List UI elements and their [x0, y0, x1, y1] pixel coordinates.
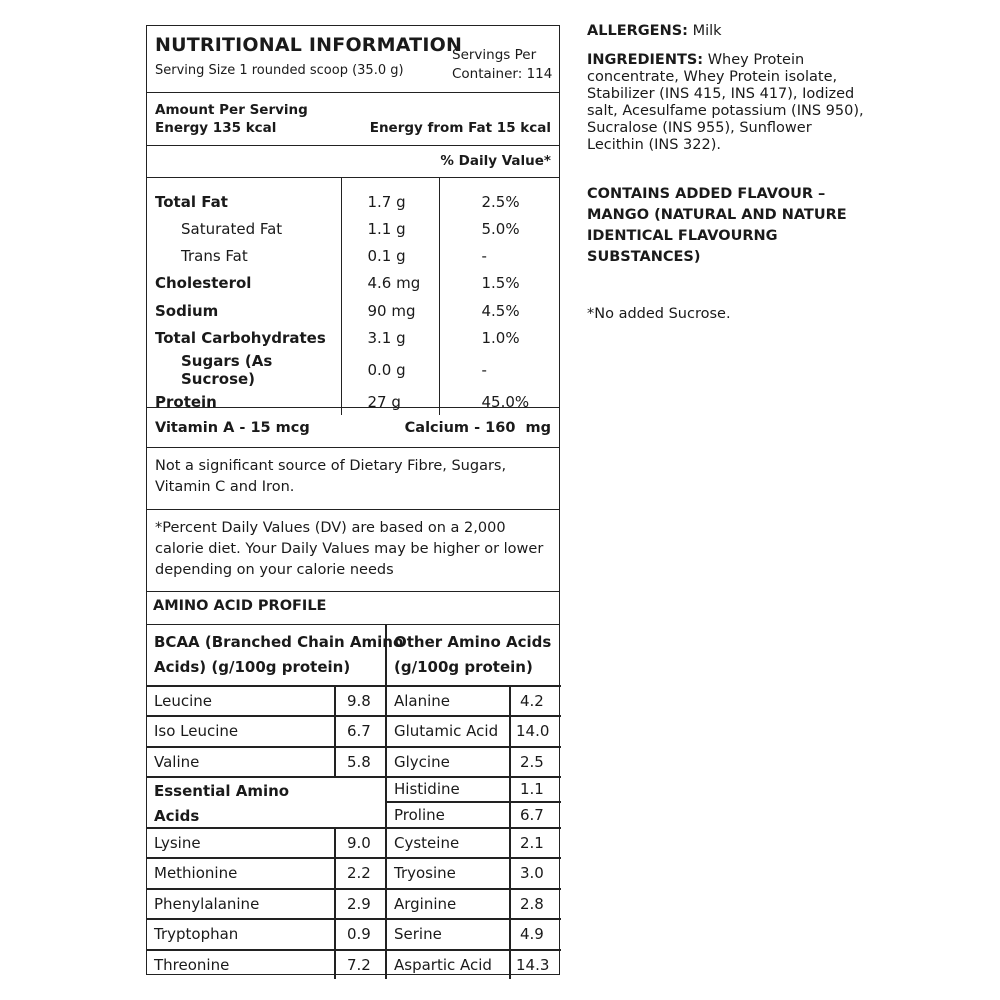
- amino-value: 4.9: [520, 925, 544, 943]
- essential-header-line2: Acids: [154, 807, 200, 825]
- nutrient-name: Saturated Fat: [147, 215, 341, 242]
- amino-name: Serine: [394, 925, 442, 943]
- nutrient-row: [147, 297, 559, 324]
- side-info: [587, 23, 867, 322]
- vitamin-a: Vitamin A - 15 mcg: [155, 419, 310, 436]
- amino-value: 2.2: [347, 864, 371, 882]
- nutrient-amount: 1.1 g: [341, 215, 439, 242]
- servings-per-line2: Container: 114: [452, 66, 553, 82]
- nutrient-row: [147, 242, 559, 269]
- nutrient-name: Trans Fat: [147, 242, 341, 269]
- amino-name: Leucine: [154, 692, 212, 710]
- serving-size: Serving Size 1 rounded scoop (35.0 g): [155, 63, 404, 78]
- nutrient-dv: 5.0%: [481, 219, 520, 238]
- amino-value: 5.8: [347, 753, 371, 771]
- other-header: [394, 630, 551, 680]
- nutrient-row: [147, 215, 559, 242]
- amino-name: Glutamic Acid: [394, 722, 499, 740]
- ingredients-value: Whey Protein concentrate, Whey Protein isolate, Stabilizer (INS 415, INS 417), Iodized salt, Acesulfame potassium (INS 950), Sucralose (INS 955), Sunflower Lecithin (INS 322).: [587, 52, 864, 153]
- amino-value: 9.8: [347, 692, 371, 710]
- amino-name: Lysine: [154, 834, 201, 852]
- nutrient-amount: 0.0 g: [341, 352, 439, 388]
- other-header-line2: (g/100g protein): [394, 658, 533, 676]
- no-sucrose-note: *No added Sucrose.: [587, 306, 731, 322]
- percent-daily-note: *Percent Daily Values (DV) are based on a 2,000 calorie diet. Your Daily Values may be higher or lower depending on your calorie needs: [147, 510, 559, 592]
- calcium: Calcium - 160 mg: [404, 419, 551, 436]
- bcaa-header-line1: BCAA (Branched Chain Amino: [154, 633, 404, 651]
- amino-value: 14.0: [516, 722, 550, 740]
- nutrition-label: [146, 25, 560, 975]
- amino-name: Tryptophan: [154, 925, 239, 943]
- nutrient-amount: 3.1 g: [341, 325, 439, 352]
- nutrient-dv: 2.5%: [481, 192, 520, 211]
- allergens-value: Milk: [687, 23, 722, 39]
- nutrient-row: [147, 178, 559, 215]
- amino-name: Iso Leucine: [154, 722, 239, 740]
- servings-per-container: [452, 46, 552, 84]
- nutrient-row: [147, 325, 559, 352]
- nutrient-dv: 1.5%: [481, 274, 520, 293]
- amino-name: Glycine: [394, 753, 450, 771]
- bcaa-header: [154, 630, 403, 680]
- amino-name: Alanine: [394, 692, 451, 710]
- nutrient-amount: 90 mg: [341, 297, 439, 324]
- amino-value: 2.5: [520, 753, 544, 771]
- nutrient-name: Sodium: [147, 297, 341, 324]
- energy-from-fat: Energy from Fat 15 kcal: [369, 120, 551, 136]
- amino-acid-heading: AMINO ACID PROFILE: [147, 592, 559, 625]
- amino-name: Phenylalanine: [154, 895, 260, 913]
- other-header-line1: Other Amino Acids: [394, 633, 552, 651]
- vitamins-row: [147, 408, 559, 448]
- essential-header-line1: Essential Amino: [154, 782, 290, 800]
- amino-name: Histidine: [394, 780, 460, 798]
- amino-name: Aspartic Acid: [394, 956, 492, 974]
- nutrient-name: Sugars (As Sucrose): [147, 352, 341, 388]
- amount-per-serving: [147, 93, 559, 146]
- flavour-note: CONTAINS ADDED FLAVOUR – MANGO (NATURAL AND NATURE IDENTICAL FLAVOURNG SUBSTANCES): [587, 186, 847, 265]
- daily-value-header: % Daily Value*: [147, 146, 559, 178]
- nutrient-name: Protein: [147, 388, 341, 415]
- nutrient-amount: 0.1 g: [341, 242, 439, 269]
- bcaa-header-line2: Acids) (g/100g protein): [154, 658, 351, 676]
- amino-value: 2.9: [347, 895, 371, 913]
- nutrient-dv: 4.5%: [481, 301, 520, 320]
- not-significant-note: Not a significant source of Dietary Fibre, Sugars, Vitamin C and Iron.: [147, 448, 559, 510]
- amino-value: 7.2: [347, 956, 371, 974]
- nutrient-row: [147, 270, 559, 297]
- amount-label: Amount Per Serving: [155, 102, 308, 118]
- amino-name: Cysteine: [394, 834, 460, 852]
- amino-acid-table: [147, 625, 559, 979]
- label-header: [147, 26, 559, 93]
- amino-name: Proline: [394, 806, 445, 824]
- nutrient-dv: -: [481, 247, 487, 266]
- amino-name: Tryosine: [394, 864, 456, 882]
- nutrient-dv: 1.0%: [481, 329, 520, 348]
- nutrient-name: Cholesterol: [147, 270, 341, 297]
- essential-header: [154, 779, 289, 829]
- amino-value: 3.0: [520, 864, 544, 882]
- amino-value: 14.3: [516, 956, 550, 974]
- energy: Energy 135 kcal: [155, 120, 277, 136]
- allergens-label: ALLERGENS:: [587, 23, 688, 39]
- amino-value: 2.8: [520, 895, 544, 913]
- nutrient-dv: -: [481, 360, 487, 379]
- ingredients: [587, 52, 867, 154]
- amino-value: 1.1: [520, 780, 544, 798]
- nutrient-row: [147, 352, 559, 388]
- label-title: NUTRITIONAL INFORMATION: [155, 34, 463, 56]
- amino-value: 6.7: [347, 722, 371, 740]
- nutrients-table: [147, 178, 559, 411]
- amino-name: Threonine: [154, 956, 230, 974]
- nutrient-amount: 4.6 mg: [341, 270, 439, 297]
- servings-per-line1: Servings Per: [452, 47, 537, 63]
- allergens: [587, 23, 867, 40]
- amino-value: 9.0: [347, 834, 371, 852]
- amino-name: Valine: [154, 753, 200, 771]
- nutrient-name: Total Carbohydrates: [147, 325, 341, 352]
- amino-name: Arginine: [394, 895, 457, 913]
- amino-value: 4.2: [520, 692, 544, 710]
- nutrient-dv: 45.0%: [481, 392, 530, 411]
- nutrient-name: Total Fat: [147, 178, 341, 215]
- ingredients-label: INGREDIENTS:: [587, 52, 704, 68]
- amino-value: 0.9: [347, 925, 371, 943]
- amino-value: 2.1: [520, 834, 544, 852]
- amino-name: Methionine: [154, 864, 238, 882]
- nutrient-amount: 27 g: [341, 388, 439, 415]
- amino-value: 6.7: [520, 806, 544, 824]
- nutrient-amount: 1.7 g: [341, 178, 439, 215]
